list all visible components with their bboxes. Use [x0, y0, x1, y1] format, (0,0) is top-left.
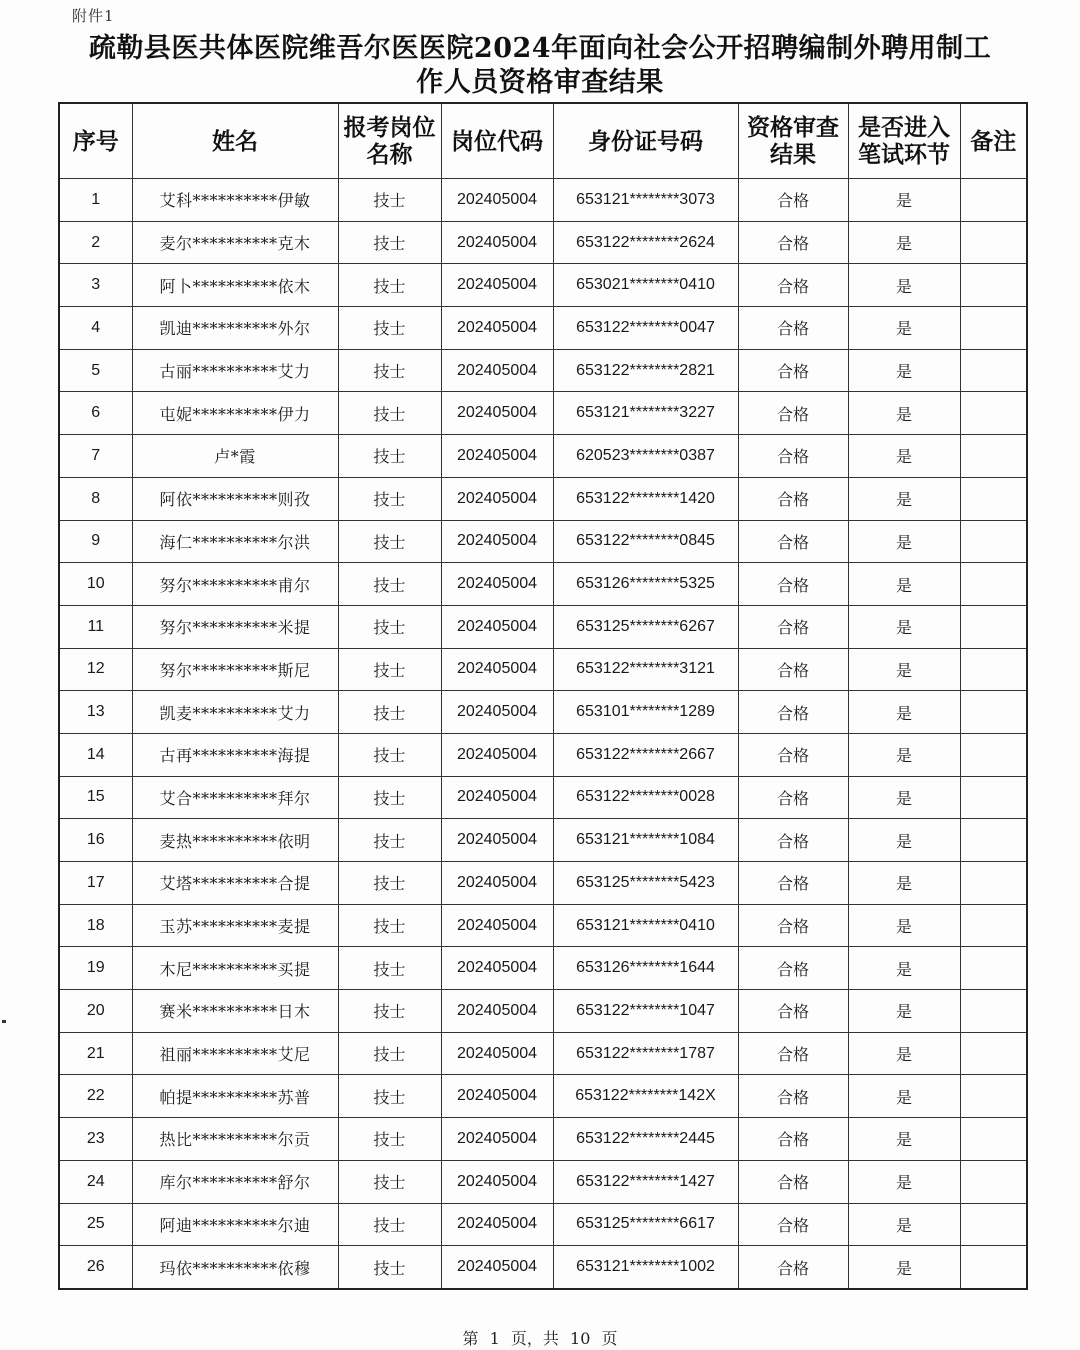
- cell-result: 合格: [738, 776, 848, 819]
- cell-post: 技士: [338, 435, 441, 478]
- cell-exam: 是: [848, 1075, 960, 1118]
- cell-remark: [960, 1032, 1027, 1075]
- cell-post: 技士: [338, 947, 441, 990]
- cell-remark: [960, 392, 1027, 435]
- cell-seq: 4: [59, 307, 132, 350]
- cell-remark: [960, 1160, 1027, 1203]
- cell-exam: 是: [848, 349, 960, 392]
- cell-id-number: 653122********3121: [553, 648, 738, 691]
- cell-remark: [960, 904, 1027, 947]
- table-row: [59, 307, 1027, 350]
- cell-exam: 是: [848, 1246, 960, 1289]
- cell-code: 202405004: [441, 605, 553, 648]
- table-row: [59, 648, 1027, 691]
- cell-post: 技士: [338, 1160, 441, 1203]
- cell-remark: [960, 648, 1027, 691]
- cell-exam: 是: [848, 179, 960, 222]
- cell-name: 阿卜**********依木: [132, 264, 338, 307]
- cell-post: 技士: [338, 1118, 441, 1161]
- cell-id-number: 653122********1427: [553, 1160, 738, 1203]
- header-post-line2: 名称: [366, 141, 413, 168]
- cell-remark: [960, 605, 1027, 648]
- cell-name: 库尔**********舒尔: [132, 1160, 338, 1203]
- cell-seq: 2: [59, 221, 132, 264]
- footer-suffix: 页: [601, 1329, 618, 1348]
- cell-remark: [960, 435, 1027, 478]
- cell-code: 202405004: [441, 733, 553, 776]
- cell-exam: 是: [848, 1160, 960, 1203]
- cell-code: 202405004: [441, 1118, 553, 1161]
- cell-remark: [960, 733, 1027, 776]
- cell-result: 合格: [738, 307, 848, 350]
- title-line-2: 作人员资格审查结果: [416, 67, 664, 98]
- cell-id-number: 653122********2445: [553, 1118, 738, 1161]
- cell-result: 合格: [738, 1246, 848, 1289]
- header-exam-line1: 是否进入: [858, 114, 950, 141]
- cell-seq: 13: [59, 691, 132, 734]
- cell-post: 技士: [338, 1075, 441, 1118]
- table-header-row: [59, 103, 1027, 179]
- table-row: [59, 520, 1027, 563]
- cell-name: 凯迪**********外尔: [132, 307, 338, 350]
- cell-name: 古再**********海提: [132, 733, 338, 776]
- cell-remark: [960, 264, 1027, 307]
- cell-code: 202405004: [441, 862, 553, 905]
- cell-name: 艾科**********伊敏: [132, 179, 338, 222]
- cell-exam: 是: [848, 990, 960, 1033]
- cell-remark: [960, 947, 1027, 990]
- cell-seq: 5: [59, 349, 132, 392]
- cell-name: 麦热**********依明: [132, 819, 338, 862]
- cell-result: 合格: [738, 221, 848, 264]
- table-row: [59, 904, 1027, 947]
- cell-code: 202405004: [441, 221, 553, 264]
- cell-seq: 20: [59, 990, 132, 1033]
- cell-remark: [960, 1203, 1027, 1246]
- table-row: [59, 221, 1027, 264]
- table-row: [59, 1032, 1027, 1075]
- cell-code: 202405004: [441, 1075, 553, 1118]
- table-row: [59, 691, 1027, 734]
- table-row: [59, 862, 1027, 905]
- cell-result: 合格: [738, 563, 848, 606]
- cell-name: 艾合**********拜尔: [132, 776, 338, 819]
- cell-exam: 是: [848, 733, 960, 776]
- cell-post: 技士: [338, 349, 441, 392]
- cell-result: 合格: [738, 392, 848, 435]
- cell-exam: 是: [848, 904, 960, 947]
- cell-seq: 16: [59, 819, 132, 862]
- cell-seq: 6: [59, 392, 132, 435]
- cell-name: 卢*霞: [132, 435, 338, 478]
- cell-exam: 是: [848, 477, 960, 520]
- cell-result: 合格: [738, 990, 848, 1033]
- cell-seq: 15: [59, 776, 132, 819]
- page-footer: [0, 1326, 1080, 1349]
- cell-id-number: 653122********0047: [553, 307, 738, 350]
- cell-id-number: 653021********0410: [553, 264, 738, 307]
- cell-post: 技士: [338, 691, 441, 734]
- attachment-label: 附件1: [72, 7, 115, 25]
- cell-code: 202405004: [441, 264, 553, 307]
- cell-remark: [960, 349, 1027, 392]
- cell-seq: 7: [59, 435, 132, 478]
- cell-exam: 是: [848, 947, 960, 990]
- cell-result: 合格: [738, 1075, 848, 1118]
- cell-remark: [960, 221, 1027, 264]
- table-row: [59, 1118, 1027, 1161]
- cell-exam: 是: [848, 1203, 960, 1246]
- cell-name: 努尔**********斯尼: [132, 648, 338, 691]
- cell-remark: [960, 990, 1027, 1033]
- cell-id-number: 653121********1002: [553, 1246, 738, 1289]
- cell-exam: 是: [848, 392, 960, 435]
- table-row: [59, 264, 1027, 307]
- cell-seq: 23: [59, 1118, 132, 1161]
- cell-post: 技士: [338, 563, 441, 606]
- cell-seq: 3: [59, 264, 132, 307]
- cell-result: 合格: [738, 1160, 848, 1203]
- table-row: [59, 819, 1027, 862]
- cell-remark: [960, 862, 1027, 905]
- cell-id-number: 653122********1047: [553, 990, 738, 1033]
- cell-remark: [960, 477, 1027, 520]
- cell-name: 帕提**********苏普: [132, 1075, 338, 1118]
- cell-post: 技士: [338, 520, 441, 563]
- header-post-line1: 报考岗位: [343, 114, 436, 141]
- cell-remark: [960, 1118, 1027, 1161]
- cell-seq: 17: [59, 862, 132, 905]
- header-code: 岗位代码: [441, 103, 553, 179]
- cell-remark: [960, 1246, 1027, 1289]
- table-row: [59, 179, 1027, 222]
- header-name: 姓名: [132, 103, 338, 179]
- cell-seq: 18: [59, 904, 132, 947]
- cell-seq: 12: [59, 648, 132, 691]
- cell-name: 麦尔**********克木: [132, 221, 338, 264]
- cell-code: 202405004: [441, 990, 553, 1033]
- cell-post: 技士: [338, 819, 441, 862]
- cell-code: 202405004: [441, 179, 553, 222]
- header-remark: 备注: [960, 103, 1027, 179]
- table-row: [59, 733, 1027, 776]
- cell-id-number: 653125********6267: [553, 605, 738, 648]
- cell-seq: 25: [59, 1203, 132, 1246]
- cell-code: 202405004: [441, 819, 553, 862]
- cell-post: 技士: [338, 1246, 441, 1289]
- table-row: [59, 776, 1027, 819]
- cell-post: 技士: [338, 1203, 441, 1246]
- table-row: [59, 349, 1027, 392]
- cell-id-number: 653122********2667: [553, 733, 738, 776]
- cell-seq: 22: [59, 1075, 132, 1118]
- cell-code: 202405004: [441, 1246, 553, 1289]
- cell-result: 合格: [738, 1032, 848, 1075]
- cell-seq: 9: [59, 520, 132, 563]
- cell-exam: 是: [848, 819, 960, 862]
- cell-exam: 是: [848, 307, 960, 350]
- cell-exam: 是: [848, 776, 960, 819]
- cell-name: 玉苏**********麦提: [132, 904, 338, 947]
- cell-code: 202405004: [441, 392, 553, 435]
- cell-id-number: 653101********1289: [553, 691, 738, 734]
- cell-result: 合格: [738, 733, 848, 776]
- cell-name: 海仁**********尔洪: [132, 520, 338, 563]
- cell-seq: 14: [59, 733, 132, 776]
- header-seq: 序号: [59, 103, 132, 179]
- cell-seq: 10: [59, 563, 132, 606]
- cell-id-number: 653122********2821: [553, 349, 738, 392]
- header-post: [338, 103, 441, 179]
- cell-name: 努尔**********米提: [132, 605, 338, 648]
- cell-post: 技士: [338, 392, 441, 435]
- cell-exam: 是: [848, 605, 960, 648]
- cell-exam: 是: [848, 520, 960, 563]
- header-exam: [848, 103, 960, 179]
- table-row: [59, 392, 1027, 435]
- table-row: [59, 1203, 1027, 1246]
- cell-result: 合格: [738, 605, 848, 648]
- cell-result: 合格: [738, 947, 848, 990]
- cell-code: 202405004: [441, 691, 553, 734]
- cell-id-number: 653122********2624: [553, 221, 738, 264]
- cell-result: 合格: [738, 179, 848, 222]
- cell-name: 屯妮**********伊力: [132, 392, 338, 435]
- cell-remark: [960, 520, 1027, 563]
- cell-code: 202405004: [441, 648, 553, 691]
- cell-exam: 是: [848, 221, 960, 264]
- cell-exam: 是: [848, 648, 960, 691]
- cell-id-number: 653125********6617: [553, 1203, 738, 1246]
- table-row: [59, 605, 1027, 648]
- cell-id-number: 653122********0028: [553, 776, 738, 819]
- scan-edge-mark: [2, 1020, 6, 1023]
- cell-remark: [960, 1075, 1027, 1118]
- cell-code: 202405004: [441, 947, 553, 990]
- cell-id-number: 653121********3227: [553, 392, 738, 435]
- header-exam-line2: 笔试环节: [858, 141, 950, 168]
- footer-total-pages: 10: [570, 1329, 591, 1348]
- cell-id-number: 653126********5325: [553, 563, 738, 606]
- footer-page-number: 1: [489, 1329, 500, 1348]
- cell-id-number: 653121********1084: [553, 819, 738, 862]
- cell-result: 合格: [738, 1203, 848, 1246]
- cell-id-number: 653122********1420: [553, 477, 738, 520]
- cell-code: 202405004: [441, 307, 553, 350]
- table-row: [59, 435, 1027, 478]
- cell-result: 合格: [738, 520, 848, 563]
- cell-result: 合格: [738, 264, 848, 307]
- cell-exam: 是: [848, 1032, 960, 1075]
- document-title: [40, 32, 1040, 100]
- cell-result: 合格: [738, 691, 848, 734]
- cell-post: 技士: [338, 776, 441, 819]
- table-row: [59, 990, 1027, 1033]
- cell-id-number: 653121********0410: [553, 904, 738, 947]
- cell-seq: 26: [59, 1246, 132, 1289]
- cell-result: 合格: [738, 648, 848, 691]
- cell-id-number: 653122********142X: [553, 1075, 738, 1118]
- cell-post: 技士: [338, 862, 441, 905]
- cell-name: 祖丽**********艾尼: [132, 1032, 338, 1075]
- cell-code: 202405004: [441, 563, 553, 606]
- cell-name: 热比**********尔贡: [132, 1118, 338, 1161]
- cell-id-number: 653122********0845: [553, 520, 738, 563]
- cell-seq: 8: [59, 477, 132, 520]
- cell-remark: [960, 179, 1027, 222]
- cell-seq: 1: [59, 179, 132, 222]
- cell-post: 技士: [338, 605, 441, 648]
- cell-seq: 11: [59, 605, 132, 648]
- cell-post: 技士: [338, 264, 441, 307]
- cell-post: 技士: [338, 648, 441, 691]
- cell-id-number: 653126********1644: [553, 947, 738, 990]
- cell-post: 技士: [338, 904, 441, 947]
- cell-exam: 是: [848, 435, 960, 478]
- cell-name: 古丽**********艾力: [132, 349, 338, 392]
- cell-result: 合格: [738, 862, 848, 905]
- cell-name: 艾塔**********合提: [132, 862, 338, 905]
- cell-exam: 是: [848, 264, 960, 307]
- cell-id-number: 653125********5423: [553, 862, 738, 905]
- cell-exam: 是: [848, 862, 960, 905]
- cell-post: 技士: [338, 1032, 441, 1075]
- cell-remark: [960, 563, 1027, 606]
- cell-code: 202405004: [441, 776, 553, 819]
- cell-remark: [960, 307, 1027, 350]
- cell-name: 木尼**********买提: [132, 947, 338, 990]
- cell-code: 202405004: [441, 1160, 553, 1203]
- cell-remark: [960, 691, 1027, 734]
- cell-seq: 19: [59, 947, 132, 990]
- cell-result: 合格: [738, 477, 848, 520]
- cell-exam: 是: [848, 691, 960, 734]
- cell-code: 202405004: [441, 904, 553, 947]
- cell-code: 202405004: [441, 1032, 553, 1075]
- header-result: [738, 103, 848, 179]
- table-row: [59, 1160, 1027, 1203]
- cell-id-number: 653122********1787: [553, 1032, 738, 1075]
- cell-remark: [960, 819, 1027, 862]
- cell-post: 技士: [338, 990, 441, 1033]
- table-row: [59, 1246, 1027, 1289]
- cell-post: 技士: [338, 221, 441, 264]
- cell-id-number: 620523********0387: [553, 435, 738, 478]
- footer-prefix: 第: [462, 1329, 479, 1348]
- cell-seq: 24: [59, 1160, 132, 1203]
- cell-name: 阿依**********则孜: [132, 477, 338, 520]
- cell-name: 努尔**********甫尔: [132, 563, 338, 606]
- table-row: [59, 947, 1027, 990]
- cell-post: 技士: [338, 307, 441, 350]
- cell-post: 技士: [338, 733, 441, 776]
- table-row: [59, 1075, 1027, 1118]
- header-id: 身份证号码: [553, 103, 738, 179]
- cell-code: 202405004: [441, 1203, 553, 1246]
- cell-result: 合格: [738, 904, 848, 947]
- cell-id-number: 653121********3073: [553, 179, 738, 222]
- table-row: [59, 477, 1027, 520]
- cell-remark: [960, 776, 1027, 819]
- cell-result: 合格: [738, 1118, 848, 1161]
- cell-post: 技士: [338, 477, 441, 520]
- cell-name: 凯麦**********艾力: [132, 691, 338, 734]
- cell-name: 赛米**********日木: [132, 990, 338, 1033]
- cell-post: 技士: [338, 179, 441, 222]
- cell-code: 202405004: [441, 435, 553, 478]
- cell-result: 合格: [738, 349, 848, 392]
- footer-mid: 页，共: [510, 1329, 559, 1348]
- cell-exam: 是: [848, 1118, 960, 1161]
- cell-code: 202405004: [441, 520, 553, 563]
- header-result-line1: 资格审查: [747, 114, 839, 141]
- cell-name: 玛依**********依穆: [132, 1246, 338, 1289]
- cell-code: 202405004: [441, 349, 553, 392]
- cell-result: 合格: [738, 435, 848, 478]
- table-row: [59, 563, 1027, 606]
- cell-seq: 21: [59, 1032, 132, 1075]
- table-body: [59, 179, 1027, 1289]
- cell-name: 阿迪**********尔迪: [132, 1203, 338, 1246]
- cell-exam: 是: [848, 563, 960, 606]
- title-line-1: 疏勒县医共体医院维吾尔医医院2024年面向社会公开招聘编制外聘用制工: [88, 33, 992, 64]
- cell-result: 合格: [738, 819, 848, 862]
- results-table: [58, 102, 1028, 1290]
- header-result-line2: 结果: [770, 141, 816, 168]
- cell-code: 202405004: [441, 477, 553, 520]
